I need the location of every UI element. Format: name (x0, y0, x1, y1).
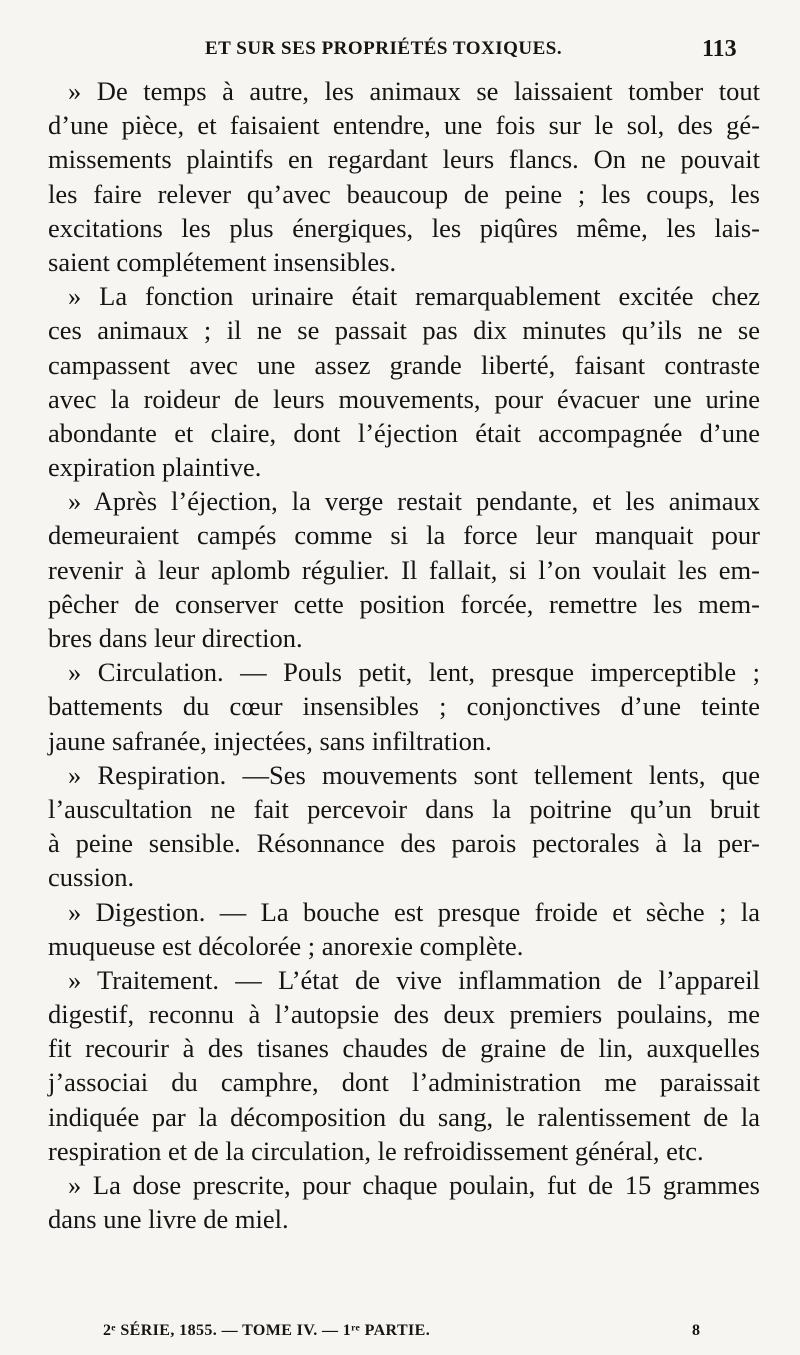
text-line: ces animaux ; il ne se passait pas dix minutes qu’ils ne se (48, 315, 760, 346)
text-line: campassent avec une assez grande liberté, faisant contraste (48, 349, 760, 380)
text-line: les faire relever qu’avec beaucoup de peine ; les coups, les (48, 178, 760, 209)
text-line: abondante et claire, dont l’éjection était accompagnée d’une (48, 417, 760, 448)
text-line: digestif, reconnu à l’autopsie des deux premiers poulains, me (48, 999, 760, 1030)
text-line: dans une livre de miel. (48, 1204, 289, 1235)
text-line: » Respiration. —Ses mouvements sont tellement lents, que (68, 759, 760, 790)
text-line: » La dose prescrite, pour chaque poulain, fut de 15 grammes (68, 1170, 760, 1200)
text-line: j’associai du camphre, dont l’administration me paraissait (48, 1067, 760, 1098)
text-line: battements du cœur insensibles ; conjonctives d’une teinte (48, 691, 760, 722)
sheet-mark: 8 (692, 1322, 700, 1339)
text-line: fit recourir à des tisanes chaudes de graine de lin, auxquelles (48, 1033, 760, 1064)
text-line: à peine sensible. Résonnance des parois pectorales à la per- (48, 828, 760, 859)
text-line: indiquée par la décomposition du sang, le ralentissement de la (48, 1101, 760, 1132)
text-line: » Après l’éjection, la verge restait pendante, et les animaux (68, 486, 760, 517)
running-head (0, 38, 800, 68)
running-title: ET SUR SES PROPRIÉTÉS TOXIQUES. (205, 38, 563, 59)
footer-signature: 2ᵉ SÉRIE, 1855. — TOME IV. — 1ʳᵉ PARTIE. (103, 1322, 431, 1339)
text-line: revenir à leur aplomb régulier. Il fallait, si l’on voulait les em- (48, 554, 760, 585)
text-line: excitations les plus énergiques, les piqûres même, les lais- (48, 212, 760, 243)
text-line: pêcher de conserver cette position forcée, remettre les mem- (48, 588, 760, 619)
text-line: l’auscultation ne fait percevoir dans la poitrine qu’un bruit (48, 793, 760, 824)
text-line: cussion. (48, 862, 135, 893)
text-line: d’une pièce, et faisaient entendre, une fois sur le sol, des gé- (48, 110, 760, 141)
text-line: » Digestion. — La bouche est presque froide et sèche ; la (68, 896, 760, 927)
page-number: 113 (702, 36, 737, 62)
text-line: saient complétement insensibles. (48, 246, 397, 277)
text-line: demeuraient campés comme si la force leur manquait pour (48, 520, 760, 551)
body-text (48, 74, 760, 1236)
text-line: » Circulation. — Pouls petit, lent, presque imperceptible ; (68, 657, 760, 688)
text-line: avec la roideur de leurs mouvements, pour évacuer une urine (48, 383, 760, 414)
text-line: » Traitement. — L’état de vive inflammation de l’appareil (68, 964, 760, 995)
text-line: » La fonction urinaire était remarquablement excitée chez (68, 281, 760, 312)
text-line: expiration plaintive. (48, 452, 262, 483)
text-line: jaune safranée, injectées, sans infiltration. (48, 725, 492, 756)
text-line: missements plaintifs en regardant leurs flancs. On ne pouvait (48, 144, 760, 175)
text-line: muqueuse est décolorée ; anorexie complète. (48, 930, 524, 961)
text-line: bres dans leur direction. (48, 623, 303, 653)
text-line: » De temps à autre, les animaux se laissaient tomber tout (68, 76, 760, 106)
text-line: respiration et de la circulation, le refroidissement général, etc. (48, 1135, 704, 1166)
page-footer (0, 1322, 800, 1346)
